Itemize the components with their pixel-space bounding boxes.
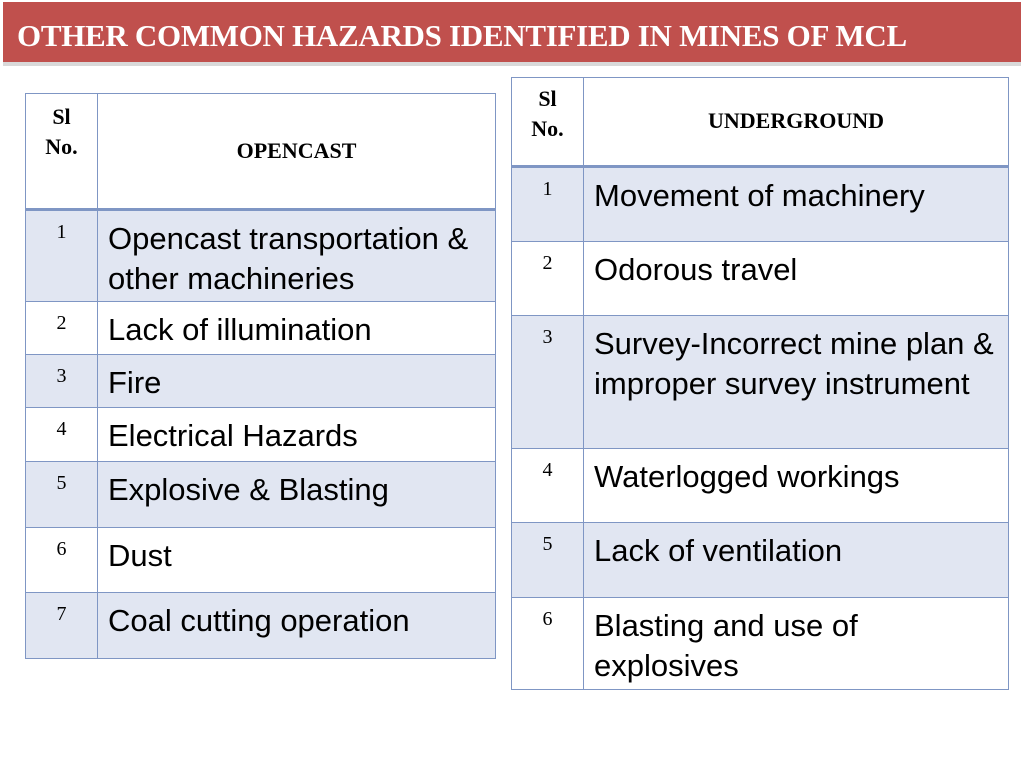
slide-title: OTHER COMMON HAZARDS IDENTIFIED IN MINES OF MCL <box>17 18 907 53</box>
row-number: 4 <box>26 408 98 462</box>
table-row <box>512 598 1009 690</box>
sl-header-line2: No. <box>531 116 564 141</box>
row-number: 2 <box>512 242 584 316</box>
underground-header: UNDERGROUND <box>584 78 1009 167</box>
row-number: 3 <box>26 355 98 408</box>
row-number: 2 <box>26 302 98 355</box>
sl-header-line2: No. <box>45 134 78 159</box>
underground-hazards-table <box>511 77 1009 690</box>
table-row <box>512 316 1009 449</box>
table-row <box>512 242 1009 316</box>
table-row <box>26 528 496 593</box>
hazard-text: Waterlogged workings <box>584 449 1009 523</box>
row-number: 6 <box>512 598 584 690</box>
sl-no-header <box>26 94 98 210</box>
hazard-text: Dust <box>98 528 496 593</box>
table-row <box>26 593 496 659</box>
hazard-text: Coal cutting operation <box>98 593 496 659</box>
row-number: 1 <box>26 210 98 302</box>
hazard-text: Blasting and use of explosives <box>584 598 1009 690</box>
sl-no-header <box>512 78 584 167</box>
table-row <box>26 408 496 462</box>
table-row <box>26 210 496 302</box>
row-number: 1 <box>512 167 584 242</box>
hazard-text: Fire <box>98 355 496 408</box>
hazard-text: Explosive & Blasting <box>98 462 496 528</box>
hazard-text: Odorous travel <box>584 242 1009 316</box>
table-row <box>26 462 496 528</box>
row-number: 6 <box>26 528 98 593</box>
opencast-hazards-table <box>25 93 496 659</box>
opencast-header: OPENCAST <box>98 94 496 210</box>
table-row <box>512 523 1009 598</box>
hazard-text: Lack of illumination <box>98 302 496 355</box>
row-number: 5 <box>26 462 98 528</box>
hazard-text: Opencast transportation & other machineries <box>98 210 496 302</box>
row-number: 7 <box>26 593 98 659</box>
table-row <box>26 355 496 408</box>
table-row <box>512 167 1009 242</box>
row-number: 4 <box>512 449 584 523</box>
title-banner <box>3 2 1021 66</box>
row-number: 3 <box>512 316 584 449</box>
sl-header-line1: Sl <box>538 86 557 111</box>
sl-header-line1: Sl <box>52 104 71 129</box>
row-number: 5 <box>512 523 584 598</box>
table-row <box>512 449 1009 523</box>
hazard-text: Survey-Incorrect mine plan & improper survey instrument <box>584 316 1009 449</box>
hazard-text: Lack of ventilation <box>584 523 1009 598</box>
hazard-text: Electrical Hazards <box>98 408 496 462</box>
hazard-text: Movement of machinery <box>584 167 1009 242</box>
table-header-row <box>26 94 496 210</box>
table-header-row <box>512 78 1009 167</box>
table-row <box>26 302 496 355</box>
